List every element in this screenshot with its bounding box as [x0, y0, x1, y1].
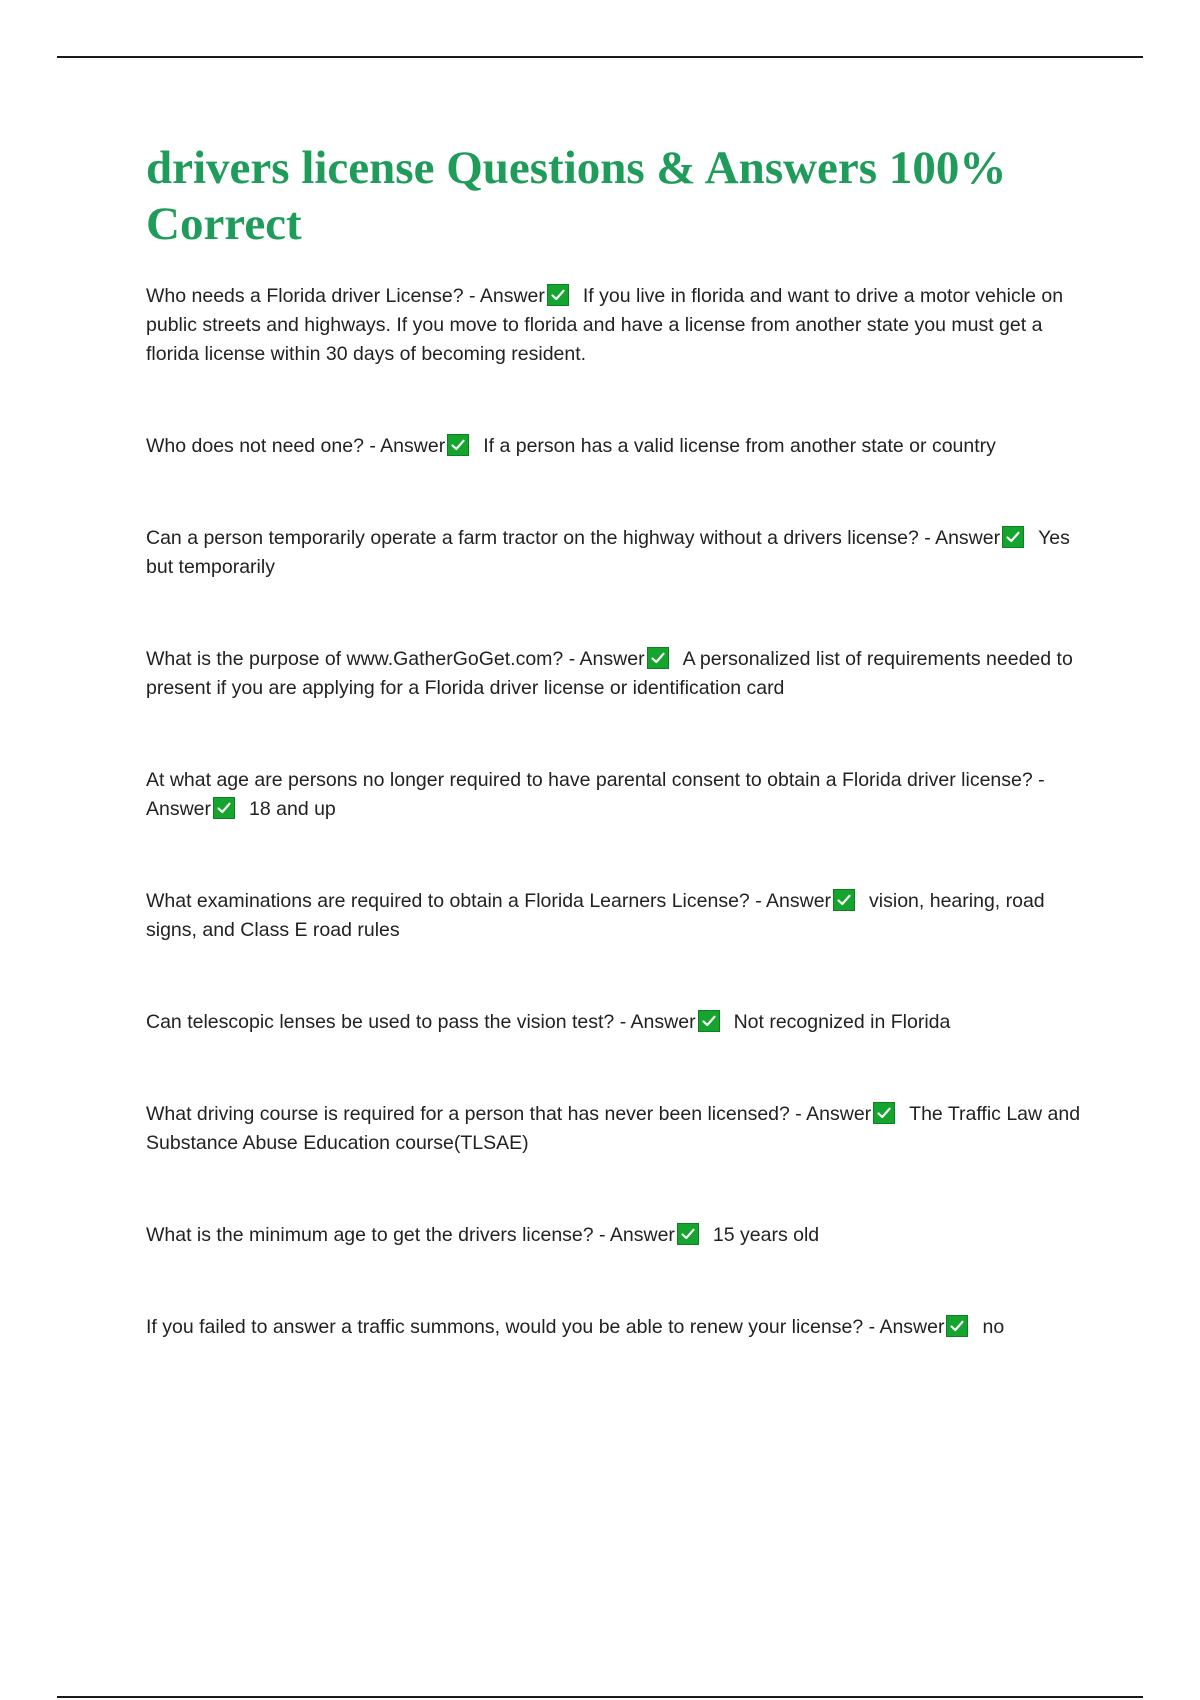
check-mark-icon: [647, 647, 669, 669]
answer-marker: - Answer: [599, 1224, 675, 1246]
answer-text: vision, hearing, road signs, and Class E road rules: [146, 890, 1045, 941]
question-text: What examinations are required to obtain a Florida Learners License?: [146, 890, 750, 912]
question-text: What is the purpose of www.GatherGoGet.com?: [146, 648, 564, 670]
answer-text: If a person has a valid license from another state or country: [483, 435, 996, 457]
answer-marker: - Answer: [469, 285, 545, 307]
qa-item: [146, 282, 1090, 369]
qa-item: [146, 524, 1090, 582]
question-text: If you failed to answer a traffic summons, would you be able to renew your license?: [146, 1316, 864, 1338]
answer-text: The Traffic Law and Substance Abuse Education course(TLSAE): [146, 1103, 1081, 1154]
answer-marker: - Answer: [568, 648, 645, 670]
question-text: Can a person temporarily operate a farm tractor on the highway without a drivers license?: [146, 527, 919, 549]
document-body: [146, 140, 1090, 1342]
question-text: What is the minimum age to get the drivers license?: [146, 1224, 594, 1246]
answer-marker: - Answer: [619, 1011, 696, 1033]
qa-item: [146, 1313, 1090, 1342]
answer-marker: - Answer: [924, 527, 1001, 549]
question-text: At what age are persons no longer required to have parental consent to obtain a Florida driver license?: [146, 769, 1033, 791]
bottom-rule: [57, 1696, 1143, 1698]
document-title: drivers license Questions & Answers 100% Correct: [146, 142, 1007, 250]
qa-item: [146, 1221, 1090, 1250]
qa-item: [146, 432, 1090, 461]
check-mark-icon: [698, 1010, 720, 1032]
check-mark-icon: [833, 889, 855, 911]
qa-item: [146, 887, 1090, 945]
answer-marker: - Answer: [795, 1103, 872, 1125]
qa-item: [146, 1100, 1090, 1158]
check-mark-icon: [547, 284, 569, 306]
answer-text: Yes but temporarily: [146, 527, 1070, 578]
answer-text: 15 years old: [712, 1224, 820, 1246]
qa-item: [146, 766, 1090, 824]
question-text: Can telescopic lenses be used to pass the vision test?: [146, 1011, 615, 1033]
check-mark-icon: [213, 797, 235, 819]
check-mark-icon: [946, 1315, 968, 1337]
check-mark-icon: [873, 1102, 895, 1124]
answer-text: no: [982, 1316, 1005, 1338]
answer-text: A personalized list of requirements needed to present if you are applying for a Florida driver license or identification card: [146, 648, 1073, 699]
check-mark-icon: [447, 434, 469, 456]
question-text: Who needs a Florida driver License?: [146, 285, 464, 307]
answer-marker: - Answer: [369, 435, 446, 457]
check-mark-icon: [1002, 526, 1024, 548]
answer-marker: - Answer: [146, 769, 1045, 820]
answer-text: If you live in florida and want to drive a motor vehicle on public streets and highways. If you move to florida and have a license from another state you must get a florida license within 30 days of becoming resident.: [146, 285, 1064, 365]
question-text: Who does not need one?: [146, 435, 364, 457]
answer-marker: - Answer: [755, 890, 832, 912]
qa-item: [146, 1008, 1090, 1037]
answer-text: 18 and up: [249, 798, 336, 820]
check-mark-icon: [677, 1223, 699, 1245]
qa-item: [146, 645, 1090, 703]
answer-marker: - Answer: [868, 1316, 945, 1338]
question-text: What driving course is required for a person that has never been licensed?: [146, 1103, 790, 1125]
top-rule: [57, 56, 1143, 58]
qa-list: [146, 282, 1090, 1342]
answer-text: Not recognized in Florida: [733, 1011, 951, 1033]
